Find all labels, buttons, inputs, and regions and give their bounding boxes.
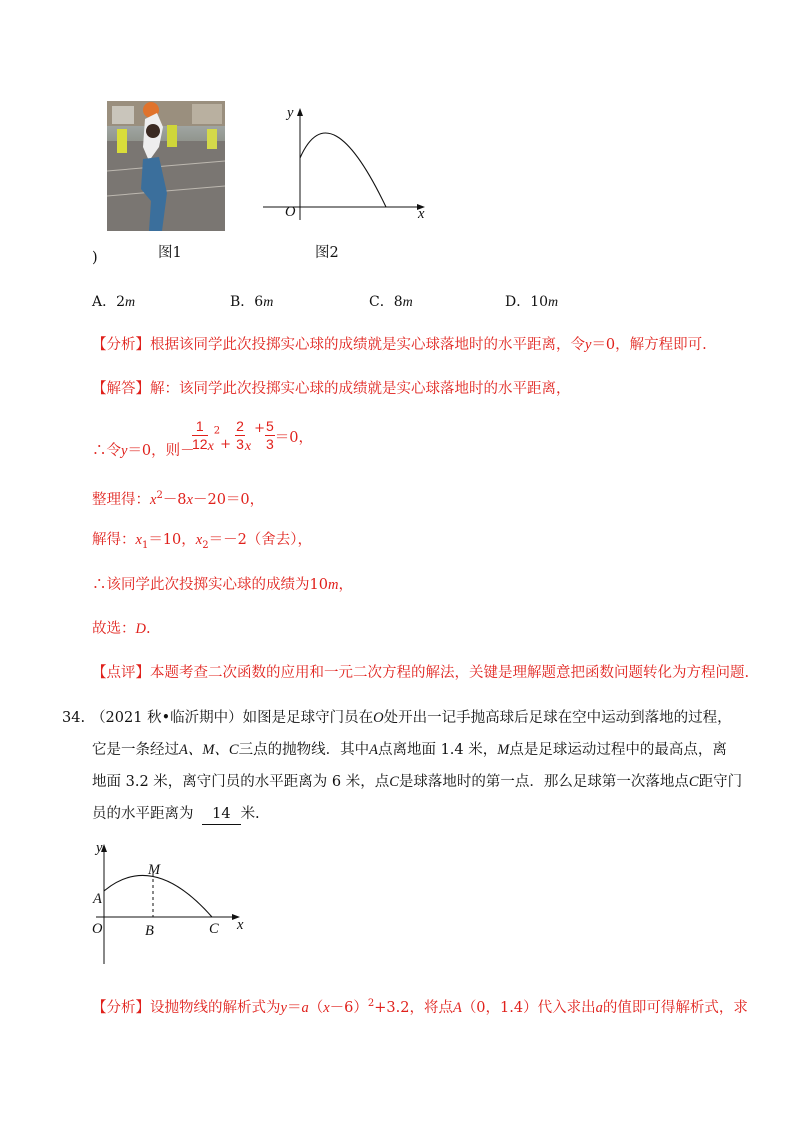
graph-y-label: y	[96, 840, 103, 856]
option-b: B．6m	[230, 294, 274, 310]
let-equation-line: ∴令y＝0，则－	[92, 443, 195, 459]
fraction-2-3: $\frac{2}{3}$	[236, 418, 244, 452]
conclusion-line: ∴该同学此次投掷实心球的成绩为10m，	[92, 577, 353, 593]
question-34-line-3: 地面 3.2 米，离守门员的水平距离为 6 米，点C是球落地时的第一点．那么足球第一次落地点C距守门	[92, 774, 743, 790]
graph-b-label: B	[145, 923, 154, 939]
fig2-origin-label: O	[285, 204, 296, 220]
question-number: 34.	[62, 710, 86, 726]
figure-1-caption: 图1	[158, 245, 182, 261]
question-34-graph	[88, 840, 253, 969]
choose-line: 故选：D.	[92, 621, 151, 637]
option-c: C．8m	[369, 294, 413, 310]
simplify-line: 整理得：$x^2-8x-20=0$，	[92, 490, 265, 508]
stray-paren: )	[92, 250, 98, 266]
solve-line: 解得：$x_1=10$，$x_2=-2$（舍去），	[92, 532, 313, 551]
question-34-line-2: 它是一条经过A、M、C三点的抛物线．其中A点离地面 1.4 米，M点是足球运动过程中的最高点，离	[92, 742, 727, 758]
graph-a-label: A	[93, 891, 102, 907]
analysis-line: 【分析】根据该同学此次投掷实心球的成绩就是实心球落地时的水平距离，令y＝0，解方程即可.	[92, 337, 707, 353]
question-34-line-1: 34. （2021 秋•临沂期中）如图是足球守门员在O处开出一记手抛高球后足球在空中运动到落地的过程，	[62, 710, 732, 726]
equation-fractions: $\frac{1}{12}$ $x^2_+$ $\frac{2}{3}$ x+ $\frac{5}{3}$ ＝0，	[192, 418, 314, 454]
graph-x-label: x	[237, 917, 244, 933]
figure-2-caption: 图2	[315, 245, 339, 261]
option-d: D．10m	[505, 294, 559, 310]
answer-blank: 14	[202, 804, 240, 825]
fraction-1-12: $\frac{1}{12}$	[192, 418, 208, 452]
graph-c-label: C	[209, 921, 219, 937]
figure-2-graph	[255, 100, 435, 229]
figure-1-photo	[107, 101, 225, 231]
fig2-x-label: x	[418, 206, 425, 222]
question-34-analysis: 【分析】设抛物线的解析式为$y=a(x-6)^2+3.2$，将点A（0，1.4）代入求出a的值即可得解析式，求	[92, 998, 748, 1016]
fraction-5-3: $\frac{5}{3}$	[266, 418, 274, 452]
fig2-y-label: y	[287, 105, 294, 121]
option-a: A．2m	[92, 294, 136, 310]
answer-line: 【解答】解：该同学此次投掷实心球的成绩就是实心球落地时的水平距离，	[92, 381, 571, 397]
graph-m-label: M	[148, 862, 161, 878]
graph-o-label: O	[92, 921, 103, 937]
question-34-line-4: 员的水平距离为 14 米.	[92, 804, 260, 825]
comment-line: 【点评】本题考查二次函数的应用和一元二次方程的解法，关键是理解题意把函数问题转化为方程问题.	[92, 665, 750, 681]
